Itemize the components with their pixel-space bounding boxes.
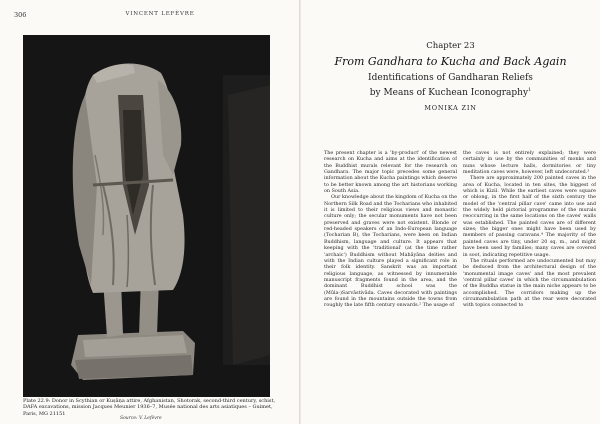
text-column-right xyxy=(463,150,596,418)
page-number: 306 xyxy=(14,11,27,19)
text-column-left xyxy=(324,150,457,418)
right-page xyxy=(301,0,600,424)
caption-source: Source: V. Lefèvre xyxy=(120,416,162,421)
paragraph: The present chapter is a 'by-product' of the newest research on Kucha and aims at the identification of the Buddhist murals relevant for the research on Gandhara. The major topic precedes some general information about the Kucha paintings which deserve to be better known among the art historians working on South Asia. xyxy=(324,150,457,195)
chapter-subtitle xyxy=(331,73,570,99)
paragraph: The rituals performed are undocumented but may be deduced from the architectural design of the 'monumental image caves' and the most prevalent 'central pillar caves' in which the circumambulation of the Buddha statue in the main niche appears to be accomplished. The corridors making up the circumambulation path at the rear were decorated with topics connected to xyxy=(463,257,596,309)
statue-photo xyxy=(23,35,270,397)
paragraph: Our knowledge about the kingdom of Kucha on the Northern Silk Road and the Tocharians who inhabited it is limited to their religious views and monastic culture only; the secular monuments have not been preserved and graves were not existent. Blonde or red-headed speakers of an Indo-European language (Tocharian B), the Tocharians, were keen on Indian Buddhism, language and culture. It appears that keeping with the 'traditional' (at the time rather 'archaic') Buddhism without Mahāyāna deities and with the Indian culture played a significant role in their folk identity. Sanskrit was an important religious language, as witnessed by innumerable manuscript fragments found in the area, and the dominant Buddhist school was the (Mūla-)Sarvāstivāda. Caves decorated with paintings are found in the mountains outside the towns from roughly the late fifth century onwards.² The usage of xyxy=(324,194,457,309)
paragraph: the caves is not entirely explained; they were certainly in use by the communities of monks and nuns whose lecture halls, dormitories or tiny meditation caves were, however, left undecorated.³ xyxy=(463,150,596,176)
figure-caption: Plate 22.9: Donor in Scythian or Kuṣāṇa attire, Afghanistan, Shotorak, second-third century, schist, DAFA excavations, mission Jacques Meunier 1936–7, Musée national des arts asiatiques – Guimet, Paris, MG 21151 xyxy=(23,398,276,417)
author-name: MONIKA ZIN xyxy=(424,104,477,112)
paragraph: There are approximately 200 painted caves in the area of Kucha, located in ten sites, the biggest of which is Kizil. While the earliest caves were square or oblong, in the first half of the sixth century the model of the 'central pillar cave' came into use and the widely held pictorial programme of the murals reoccurring in the same locations on the caves' walls was established. The painted caves are of different sizes; the bigger ones might have been used by members of passing caravans.⁴ The majority of the painted caves are tiny, under 20 sq. m., and might have been used by families; many caves are covered in soot, indicating repetitive usage. xyxy=(463,175,596,258)
chapter-title: From Gandhara to Kucha and Back Again xyxy=(334,55,567,68)
statue-illustration xyxy=(23,35,270,397)
subtitle-footnote-marker: 1 xyxy=(528,86,532,93)
running-head: VINCENT LEFÈVRE xyxy=(125,11,195,17)
subtitle-line-1: Identifications of Gandharan Reliefs xyxy=(368,73,533,83)
subtitle-line-2: by Means of Kuchean Iconography xyxy=(369,87,529,98)
chapter-number: Chapter 23 xyxy=(426,41,475,51)
